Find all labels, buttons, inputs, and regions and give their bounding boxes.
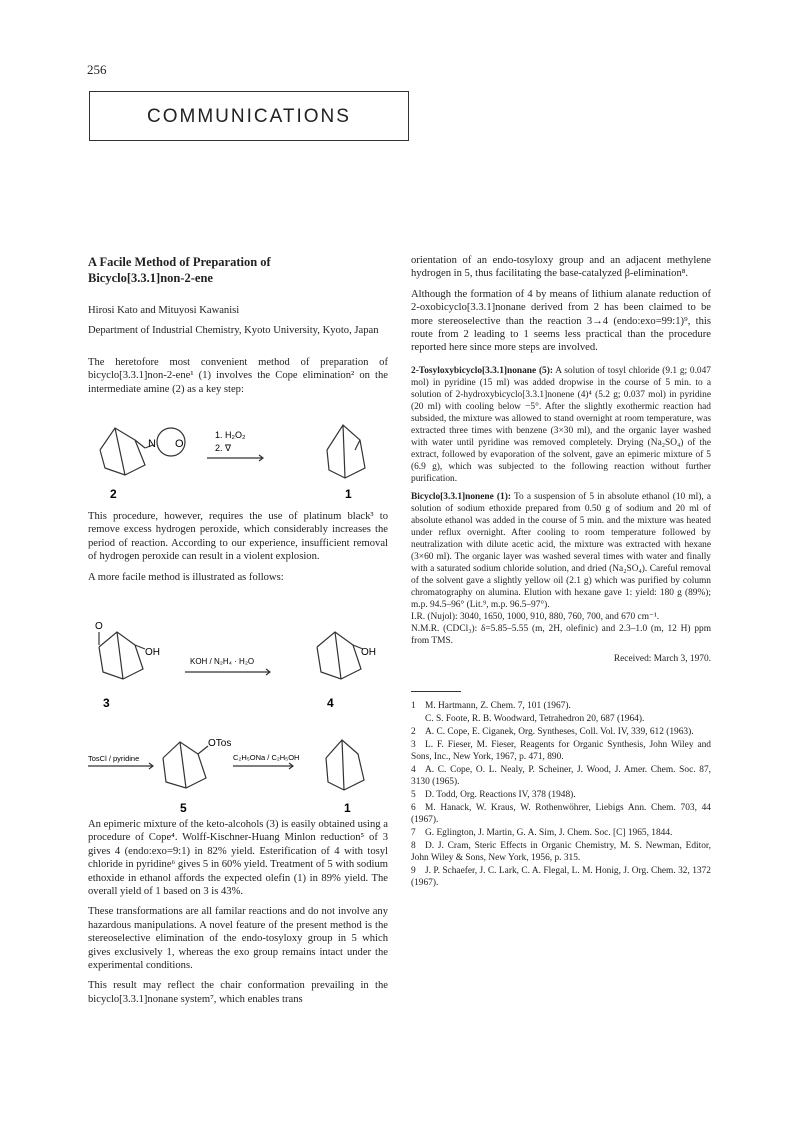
procedure-paragraph: This procedure, however, requires the use of platinum black³ to remove excess hydrogen peroxide, which considerably increases the period of reaction. According to our experience, insufficient removal of hydrogen peroxide can result in a violent explosion. (88, 511, 388, 563)
exp-nonene (411, 491, 711, 611)
article-title-line2: Bicyclo[3.3.1]non-2-ene (88, 271, 213, 285)
exp-nonene-heading: Bicyclo[3.3.1]nonene (1): (411, 491, 511, 502)
transform-paragraph: These transformations are all familar reactions and do not involve any hazardous manipulations. A novel feature of the present method is the stereoselective elimination of the endo-tosyloxy group in 5 which gives exclusively 1, whereas the exo group remains intact under the experimental conditions. (88, 906, 388, 972)
reference-text: A. C. Cope, E. Ciganek, Org. Syntheses, Coll. Vol. IV, 339, 612 (1963). (425, 726, 694, 737)
reference-item (411, 789, 711, 801)
reference-item (411, 802, 711, 826)
atom-OTos: OTos (208, 738, 232, 749)
reference-text: D. J. Cram, Steric Effects in Organic Chemistry, M. S. Newman, Editor, John Wiley & Sons, New York, 1956, p. 315. (411, 840, 711, 863)
condition-h2o2: 1. H₂O₂ (215, 430, 246, 440)
reference-number: 4 (411, 764, 416, 775)
chair-paragraph: This result may reflect the chair conformation prevailing in the bicyclo[3.3.1]nonane system⁷, which enables trans (88, 980, 388, 1005)
compound-label-4: 4 (327, 696, 334, 710)
bicyclic-structure-2 (100, 428, 185, 475)
exp-tosylate-heading: 2-Tosyloxybicyclo[3.3.1]nonane (5): (411, 365, 553, 376)
reference-number: 9 (411, 865, 416, 876)
reference-text: C. S. Foote, R. B. Woodward, Tetrahedron 20, 687 (1964). (425, 713, 645, 724)
scheme-elimination (88, 736, 388, 816)
reference-list (411, 700, 711, 889)
reference-item (411, 764, 711, 788)
orientation-paragraph: orientation of an endo-tosyloxy group and an adjacent methylene hydrogen in 5, thus facilitating the base-catalyzed β-elimination⁸. (411, 255, 711, 280)
reference-item (411, 726, 711, 738)
exp-tosylate-body: A solution of tosyl chloride (9.1 g; 0.047 mol) in pyridine (15 ml) was added dropwise in the course of 5 min. to a solution of 2-hydroxybicyclo[3.3.1]nonene (4)⁴ (5.2 g; 0.037 mol) in pyridine (20 ml) with cooling below −5°. After the slightly exothermic reaction had subsided, the mixture was allowed to stand overnight at room temperature, was extracted three times with benzene (3×30 ml), and the organic layer washed with water until pyridine was removed completely. Drying (Na₂SO₄) of the extract, followed by evaporation of the solvent, gave an epimeric mixture of 5 (6.9 g), which was subjected to the following reaction without further purification. (411, 365, 711, 484)
article-title (88, 254, 388, 286)
bicyclic-structure-1 (327, 425, 365, 478)
page-number: 256 (87, 62, 107, 77)
nmr-data: N.M.R. (CDCl₃): δ=5.85–5.55 (m, 2H, olefinic) and 2.3–1.0 (m, 12 H) ppm from TMS. (411, 623, 711, 646)
reference-item (411, 865, 711, 889)
reference-text: J. P. Schaefer, J. C. Lark, C. A. Flegal, L. M. Honig, J. Org. Chem. 32, 1372 (1967). (411, 865, 711, 888)
reference-number: 7 (411, 827, 416, 838)
reference-text: A. C. Cope, O. L. Nealy, P. Scheiner, J. Wood, J. Amer. Chem. Soc. 87, 3130 (1965). (411, 764, 711, 787)
bicyclic-structure-4 (317, 632, 363, 679)
condition-toscl: TosCl / pyridine (88, 754, 140, 763)
received-date: Received: March 3, 1970. (613, 653, 711, 664)
reference-number: 1 (411, 700, 416, 711)
epimeric-paragraph: An epimeric mixture of the keto-alcohols (3) is easily obtained using a procedure of Cope⁴. Wolff-Kischner-Huang Minlon reduction⁵ of 3 gives 4 (endo:exo=9:1) in 82% yield. Esterification of 4 with tosyl chloride in pyridine⁶ gives 5 in 60% yield. Treatment of 5 with sodium ethoxide in ethanol affords the expected olefin (1) in 89% yield. The overall yield of 1 based on 3 is 43%. (88, 819, 388, 898)
bicyclic-structure-5 (163, 742, 208, 788)
exp-nonene-body: To a suspension of 5 in absolute ethanol (10 ml), a solution of sodium ethoxide prepared from 0.50 g of sodium and 20 ml of absolute ethanol was added in the course of 5 min. and the mixture was heated under reflux overnight. After cooling to room temperature followed by neutralization with dilute acetic acid, the mixture was extracted with hexane (3×60 ml). The organic layer was washed several times with water and finally with a saturated sodium chloride solution, and dried (Na₂SO₄). Careful removal of the solvent gave a slightly yellow oil (2.1 g) which was purified by column chromatography on alumina. Elution with hexane gave 1: yield: 180 g (89%); m.p. 94.5–96° (Lit.⁹, m.p. 96.5–97°). (411, 491, 711, 610)
reference-number: 2 (411, 726, 416, 737)
section-banner-label: COMMUNICATIONS (147, 106, 351, 127)
atom-OH-4: OH (361, 647, 376, 658)
reference-number: 3 (411, 739, 416, 750)
exp-tosylate (411, 365, 711, 485)
scheme-reduction (95, 617, 385, 712)
left-column-top (88, 254, 388, 403)
reference-item (411, 700, 711, 712)
left-column-mid (88, 510, 388, 591)
reference-text: M. Hanack, W. Kraus, W. Rothenwöhrer, Liebigs Ann. Chem. 703, 44 (1967). (411, 802, 711, 825)
reference-item (411, 840, 711, 864)
compound-label-1b: 1 (344, 801, 351, 815)
although-paragraph: Although the formation of 4 by means of lithium alanate reduction of 2-oxobicyclo[3.3.1]nonane derived from 2 has been claimed to be more stereoselective than the reaction 3→4 (endo:exo=99:1)⁹, this route from 2 leading to 1 seems less practical than the procedure reported here since more steps are involved. (411, 288, 711, 354)
article-title-line1: A Facile Method of Preparation of (88, 255, 271, 269)
experimental-section (411, 365, 711, 665)
condition-hydrazine: KOH / N₂H₄ · H₂O (190, 657, 255, 666)
footnote-rule (411, 691, 461, 692)
compound-label-3: 3 (103, 696, 110, 710)
atom-N: N (148, 438, 156, 450)
reference-text: M. Hartmann, Z. Chem. 7, 101 (1967). (425, 700, 571, 711)
right-column (411, 254, 711, 890)
compound-label-1a: 1 (345, 487, 352, 501)
ir-data: I.R. (Nujol): 3040, 1650, 1000, 910, 880, 760, 700, and 670 cm⁻¹. (411, 611, 660, 622)
left-column-bottom (88, 818, 388, 1013)
bicyclic-structure-1b (326, 740, 364, 790)
scheme-amine-elimination (95, 420, 385, 500)
condition-heat: 2. ∇ (215, 443, 232, 453)
facile-paragraph: A more facile method is illustrated as follows: (88, 571, 284, 583)
section-banner (89, 91, 409, 141)
reference-text: L. F. Fieser, M. Fieser, Reagents for Organic Synthesis, John Wiley and Sons, Inc., New York, 1967, p. 471, 890. (411, 739, 711, 762)
reference-text: G. Eglington, J. Martin, G. A. Sim, J. Chem. Soc. [C] 1965, 1844. (425, 827, 673, 838)
reference-text: D. Todd, Org. Reactions IV, 378 (1948). (425, 789, 576, 800)
condition-ethoxide: C₂H₅ONa / C₂H₅OH (233, 753, 300, 762)
atom-OH-3: OH (145, 647, 160, 658)
bicyclic-structure-3 (99, 632, 145, 679)
affiliation: Department of Industrial Chemistry, Kyoto University, Kyoto, Japan (88, 325, 379, 337)
reference-item (411, 713, 711, 725)
reference-item (411, 827, 711, 839)
reference-number: 6 (411, 802, 416, 813)
reference-item (411, 739, 711, 763)
atom-O: O (175, 438, 184, 450)
atom-O-keto: O (95, 621, 103, 632)
reference-number: 8 (411, 840, 416, 851)
authors: Hirosi Kato and Mituyosi Kawanisi (88, 305, 240, 316)
compound-label-2: 2 (110, 487, 117, 501)
intro-paragraph: The heretofore most convenient method of preparation of bicyclo[3.3.1]non-2-ene¹ (1) involves the Cope elimination² on the intermediate amine (2) as a key step: (88, 356, 388, 395)
reference-number: 5 (411, 789, 416, 800)
compound-label-5: 5 (180, 801, 187, 815)
